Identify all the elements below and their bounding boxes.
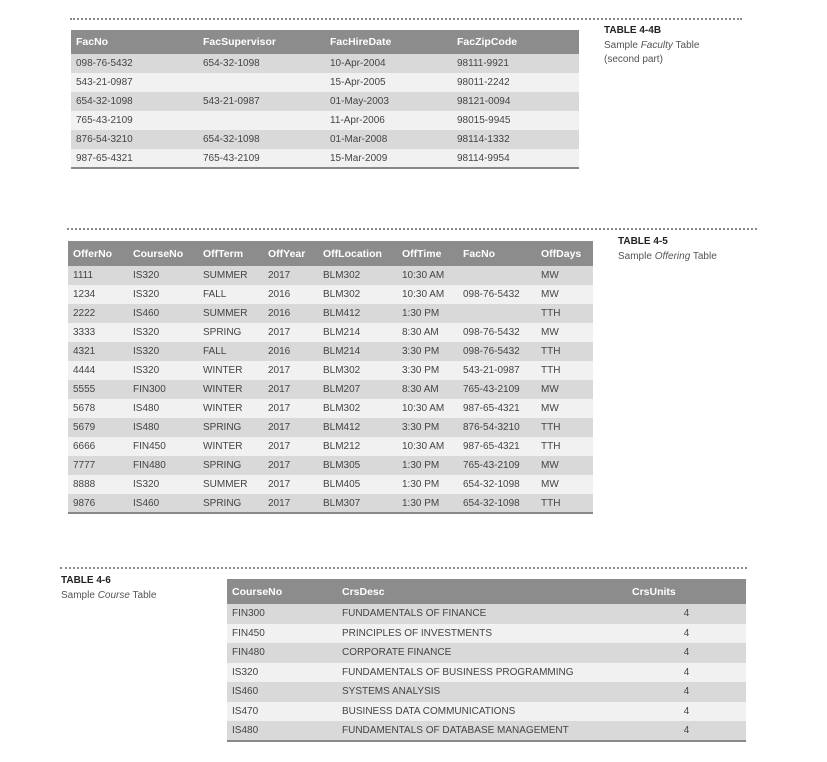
table-row — [71, 130, 579, 149]
table-row — [71, 92, 579, 111]
course-cell-courseno: IS480 — [227, 721, 337, 741]
course-col-header: CrsDesc — [337, 579, 627, 604]
offering-cell-offyear: 2017 — [263, 418, 318, 437]
table-row — [227, 663, 746, 683]
offering-cell-offtime: 1:30 PM — [397, 456, 458, 475]
course-cell-crsdesc: SYSTEMS ANALYSIS — [337, 682, 627, 702]
course-cell-crsunits: 4 — [627, 624, 746, 644]
offering-cell-offtime: 3:30 PM — [397, 361, 458, 380]
offering-cell-offerno: 9876 — [68, 494, 128, 513]
offering-cell-courseno: FIN450 — [128, 437, 198, 456]
offering-cell-offlocation: BLM305 — [318, 456, 397, 475]
faculty-col-header: FacSupervisor — [198, 30, 325, 54]
faculty-cell-fachiredate: 01-May-2003 — [325, 92, 452, 111]
offering-cell-offerno: 5679 — [68, 418, 128, 437]
offering-col-header: OffTerm — [198, 241, 263, 266]
table-row — [68, 399, 593, 418]
faculty-cell-facno: 987-65-4321 — [71, 149, 198, 168]
offering-cell-offlocation: BLM214 — [318, 323, 397, 342]
offering-cell-offterm: SUMMER — [198, 266, 263, 285]
offering-cell-offterm: SPRING — [198, 418, 263, 437]
offering-cell-offyear: 2017 — [263, 361, 318, 380]
table-row — [68, 418, 593, 437]
table-row — [68, 323, 593, 342]
offering-cell-offterm: WINTER — [198, 437, 263, 456]
table-row — [227, 702, 746, 722]
table-row — [227, 682, 746, 702]
offering-cell-offlocation: BLM207 — [318, 380, 397, 399]
faculty-cell-fachiredate: 15-Mar-2009 — [325, 149, 452, 168]
course-cell-courseno: IS460 — [227, 682, 337, 702]
offering-cell-offtime: 10:30 AM — [397, 437, 458, 456]
table-row — [227, 604, 746, 624]
faculty-col-header: FacNo — [71, 30, 198, 54]
offering-cell-offterm: SPRING — [198, 494, 263, 513]
table-row — [227, 643, 746, 663]
offering-cell-offlocation: BLM412 — [318, 418, 397, 437]
table-row — [68, 380, 593, 399]
offering-cell-offdays: TTH — [536, 494, 593, 513]
offering-cell-offdays: MW — [536, 399, 593, 418]
faculty-col-header: FacZipCode — [452, 30, 579, 54]
course-top-rule — [60, 567, 747, 569]
offering-cell-offyear: 2017 — [263, 456, 318, 475]
course-header-row — [227, 579, 746, 604]
table-row — [71, 149, 579, 168]
offering-col-header: FacNo — [458, 241, 536, 266]
offering-cell-offdays: TTH — [536, 304, 593, 323]
offering-cell-courseno: IS460 — [128, 494, 198, 513]
faculty-cell-facno: 098-76-5432 — [71, 54, 198, 73]
table-row — [71, 111, 579, 130]
faculty-cell-faczipcode: 98114-9954 — [452, 149, 579, 168]
offering-cell-facno: 876-54-3210 — [458, 418, 536, 437]
offering-cell-offlocation: BLM302 — [318, 361, 397, 380]
offering-cell-offlocation: BLM214 — [318, 342, 397, 361]
offering-cell-offerno: 5678 — [68, 399, 128, 418]
offering-cell-offyear: 2016 — [263, 342, 318, 361]
offering-cell-facno — [458, 266, 536, 285]
offering-cell-offyear: 2017 — [263, 475, 318, 494]
faculty-cell-fachiredate: 11-Apr-2006 — [325, 111, 452, 130]
offering-cell-offdays: MW — [536, 266, 593, 285]
table-row — [68, 494, 593, 513]
faculty-cell-fachiredate: 10-Apr-2004 — [325, 54, 452, 73]
offering-cell-offdays: MW — [536, 456, 593, 475]
offering-cell-offyear: 2017 — [263, 380, 318, 399]
offering-cell-courseno: FIN300 — [128, 380, 198, 399]
course-caption-title: TABLE 4-6 — [61, 575, 111, 586]
offering-cell-courseno: IS320 — [128, 475, 198, 494]
course-cell-crsunits: 4 — [627, 721, 746, 741]
faculty-cell-facsupervisor — [198, 111, 325, 130]
course-cell-crsunits: 4 — [627, 604, 746, 624]
offering-cell-courseno: IS320 — [128, 361, 198, 380]
course-col-header: CourseNo — [227, 579, 337, 604]
course-cell-crsdesc: CORPORATE FINANCE — [337, 643, 627, 663]
offering-cell-facno: 765-43-2109 — [458, 380, 536, 399]
offering-cell-offerno: 1111 — [68, 266, 128, 285]
course-cell-crsunits: 4 — [627, 682, 746, 702]
offering-col-header: OffLocation — [318, 241, 397, 266]
offering-cell-offerno: 6666 — [68, 437, 128, 456]
offering-cell-offtime: 10:30 AM — [397, 266, 458, 285]
offering-col-header: OffTime — [397, 241, 458, 266]
offering-cell-facno: 654-32-1098 — [458, 494, 536, 513]
faculty-cell-facsupervisor: 543-21-0987 — [198, 92, 325, 111]
offering-cell-facno: 543-21-0987 — [458, 361, 536, 380]
faculty-top-rule — [70, 18, 742, 20]
offering-cell-offerno: 5555 — [68, 380, 128, 399]
offering-cell-offerno: 4321 — [68, 342, 128, 361]
offering-cell-courseno: IS480 — [128, 399, 198, 418]
table-row — [68, 285, 593, 304]
faculty-cell-fachiredate: 01-Mar-2008 — [325, 130, 452, 149]
offering-cell-offerno: 4444 — [68, 361, 128, 380]
offering-cell-offdays: MW — [536, 380, 593, 399]
offering-cell-offterm: SPRING — [198, 456, 263, 475]
table-row — [68, 361, 593, 380]
offering-cell-offyear: 2016 — [263, 285, 318, 304]
offering-top-rule — [67, 228, 757, 230]
table-row — [68, 475, 593, 494]
offering-cell-offtime: 1:30 PM — [397, 475, 458, 494]
offering-cell-offlocation: BLM302 — [318, 399, 397, 418]
offering-cell-courseno: IS320 — [128, 285, 198, 304]
course-cell-courseno: FIN450 — [227, 624, 337, 644]
offering-cell-offerno: 8888 — [68, 475, 128, 494]
offering-cell-offyear: 2017 — [263, 399, 318, 418]
faculty-table — [71, 30, 579, 169]
faculty-header-row — [71, 30, 579, 54]
offering-cell-offlocation: BLM307 — [318, 494, 397, 513]
offering-cell-offterm: SUMMER — [198, 304, 263, 323]
table-row — [71, 73, 579, 92]
offering-cell-courseno: IS320 — [128, 266, 198, 285]
offering-cell-offyear: 2017 — [263, 494, 318, 513]
offering-cell-courseno: IS320 — [128, 342, 198, 361]
course-caption-text: Sample Course Table — [61, 590, 157, 601]
offering-cell-offdays: MW — [536, 323, 593, 342]
faculty-cell-facsupervisor — [198, 73, 325, 92]
offering-cell-offtime: 1:30 PM — [397, 494, 458, 513]
course-cell-courseno: IS470 — [227, 702, 337, 722]
offering-cell-offtime: 3:30 PM — [397, 342, 458, 361]
faculty-caption-title: TABLE 4-4B — [604, 25, 662, 36]
offering-cell-courseno: FIN480 — [128, 456, 198, 475]
offering-caption-text: Sample Offering Table — [618, 251, 717, 262]
offering-cell-courseno: IS460 — [128, 304, 198, 323]
faculty-cell-facsupervisor: 654-32-1098 — [198, 54, 325, 73]
faculty-cell-facno: 543-21-0987 — [71, 73, 198, 92]
faculty-cell-faczipcode: 98111-9921 — [452, 54, 579, 73]
offering-cell-offyear: 2017 — [263, 323, 318, 342]
offering-cell-offerno: 2222 — [68, 304, 128, 323]
offering-cell-offyear: 2017 — [263, 437, 318, 456]
offering-cell-offyear: 2017 — [263, 266, 318, 285]
faculty-cell-facno: 765-43-2109 — [71, 111, 198, 130]
course-cell-courseno: FIN300 — [227, 604, 337, 624]
offering-cell-offtime: 10:30 AM — [397, 285, 458, 304]
offering-cell-offdays: TTH — [536, 418, 593, 437]
offering-cell-facno — [458, 304, 536, 323]
course-table — [227, 579, 746, 742]
course-cell-crsunits: 4 — [627, 702, 746, 722]
table-row — [227, 721, 746, 741]
offering-cell-facno: 098-76-5432 — [458, 285, 536, 304]
offering-cell-offdays: TTH — [536, 342, 593, 361]
table-row — [227, 624, 746, 644]
offering-col-header: OffYear — [263, 241, 318, 266]
offering-cell-offdays: TTH — [536, 361, 593, 380]
offering-cell-offlocation: BLM302 — [318, 266, 397, 285]
offering-cell-offterm: FALL — [198, 285, 263, 304]
course-cell-crsdesc: FUNDAMENTALS OF DATABASE MANAGEMENT — [337, 721, 627, 741]
offering-cell-offdays: MW — [536, 475, 593, 494]
faculty-cell-faczipcode: 98114-1332 — [452, 130, 579, 149]
course-cell-crsunits: 4 — [627, 663, 746, 683]
offering-cell-facno: 765-43-2109 — [458, 456, 536, 475]
faculty-cell-faczipcode: 98011-2242 — [452, 73, 579, 92]
offering-caption-title: TABLE 4-5 — [618, 236, 668, 247]
faculty-cell-facsupervisor: 654-32-1098 — [198, 130, 325, 149]
course-col-header: CrsUnits — [627, 579, 746, 604]
offering-cell-offterm: SUMMER — [198, 475, 263, 494]
table-row — [68, 266, 593, 285]
offering-cell-offlocation: BLM212 — [318, 437, 397, 456]
offering-cell-offterm: SPRING — [198, 323, 263, 342]
table-row — [68, 304, 593, 323]
course-cell-courseno: FIN480 — [227, 643, 337, 663]
table-row — [68, 456, 593, 475]
offering-cell-offtime: 1:30 PM — [397, 304, 458, 323]
offering-cell-courseno: IS320 — [128, 323, 198, 342]
course-cell-crsunits: 4 — [627, 643, 746, 663]
faculty-caption-text: Sample Faculty Table (second part) — [604, 40, 700, 65]
offering-cell-offterm: WINTER — [198, 380, 263, 399]
course-cell-crsdesc: FUNDAMENTALS OF FINANCE — [337, 604, 627, 624]
faculty-cell-facsupervisor: 765-43-2109 — [198, 149, 325, 168]
offering-table — [68, 241, 593, 514]
offering-cell-facno: 987-65-4321 — [458, 399, 536, 418]
offering-header-row — [68, 241, 593, 266]
faculty-cell-faczipcode: 98015-9945 — [452, 111, 579, 130]
offering-cell-offterm: WINTER — [198, 399, 263, 418]
offering-cell-offlocation: BLM405 — [318, 475, 397, 494]
offering-cell-facno: 098-76-5432 — [458, 342, 536, 361]
offering-cell-offterm: WINTER — [198, 361, 263, 380]
faculty-cell-fachiredate: 15-Apr-2005 — [325, 73, 452, 92]
course-cell-crsdesc: BUSINESS DATA COMMUNICATIONS — [337, 702, 627, 722]
faculty-cell-facno: 876-54-3210 — [71, 130, 198, 149]
offering-cell-facno: 098-76-5432 — [458, 323, 536, 342]
offering-cell-offdays: MW — [536, 285, 593, 304]
offering-cell-facno: 654-32-1098 — [458, 475, 536, 494]
offering-cell-offtime: 8:30 AM — [397, 323, 458, 342]
faculty-col-header: FacHireDate — [325, 30, 452, 54]
offering-cell-offlocation: BLM302 — [318, 285, 397, 304]
course-cell-crsdesc: FUNDAMENTALS OF BUSINESS PROGRAMMING — [337, 663, 627, 683]
offering-col-header: OfferNo — [68, 241, 128, 266]
table-row — [68, 342, 593, 361]
offering-cell-offtime: 8:30 AM — [397, 380, 458, 399]
offering-cell-offerno: 7777 — [68, 456, 128, 475]
offering-cell-courseno: IS480 — [128, 418, 198, 437]
offering-cell-offyear: 2016 — [263, 304, 318, 323]
offering-cell-offterm: FALL — [198, 342, 263, 361]
offering-cell-offtime: 3:30 PM — [397, 418, 458, 437]
offering-col-header: CourseNo — [128, 241, 198, 266]
faculty-cell-facno: 654-32-1098 — [71, 92, 198, 111]
offering-cell-offlocation: BLM412 — [318, 304, 397, 323]
course-cell-courseno: IS320 — [227, 663, 337, 683]
faculty-cell-faczipcode: 98121-0094 — [452, 92, 579, 111]
offering-cell-offerno: 1234 — [68, 285, 128, 304]
table-row — [68, 437, 593, 456]
offering-cell-offerno: 3333 — [68, 323, 128, 342]
offering-cell-facno: 987-65-4321 — [458, 437, 536, 456]
offering-col-header: OffDays — [536, 241, 593, 266]
offering-cell-offdays: TTH — [536, 437, 593, 456]
course-cell-crsdesc: PRINCIPLES OF INVESTMENTS — [337, 624, 627, 644]
offering-cell-offtime: 10:30 AM — [397, 399, 458, 418]
table-row — [71, 54, 579, 73]
